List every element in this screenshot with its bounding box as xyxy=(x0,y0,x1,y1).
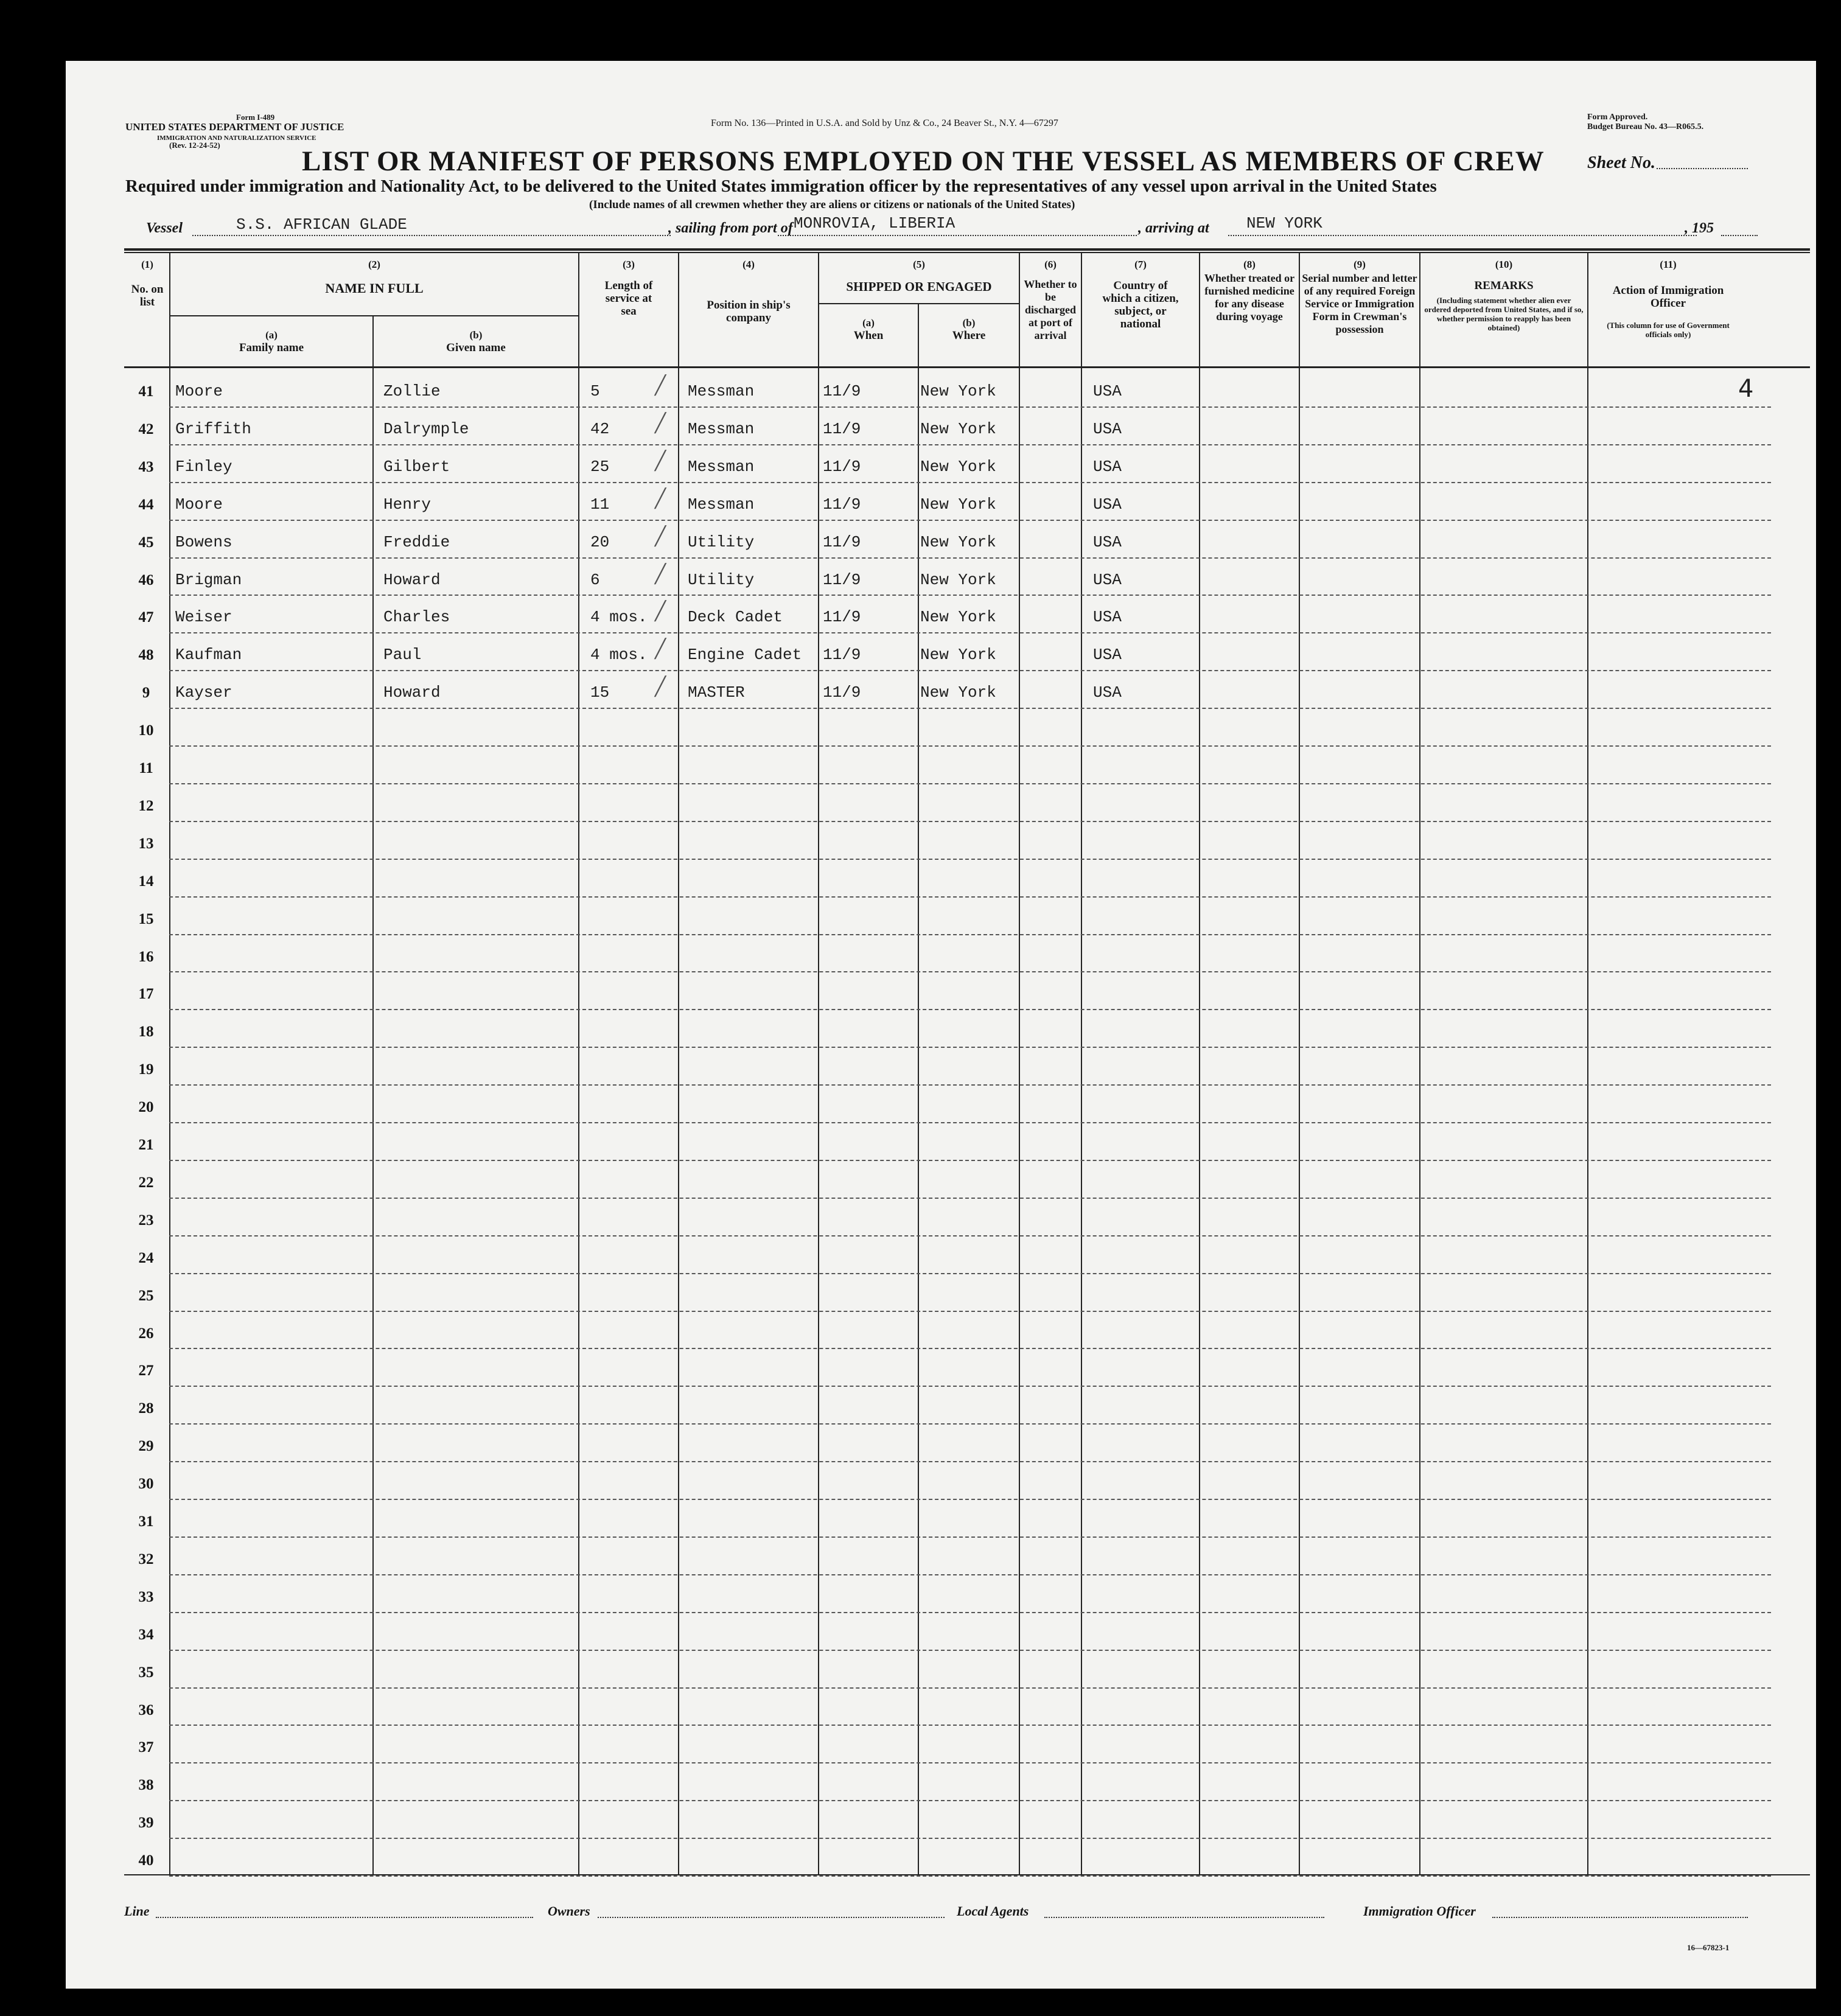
row-number: 48 xyxy=(138,647,154,664)
cell-where[interactable]: New York xyxy=(920,419,996,438)
col2a-label: Family name xyxy=(239,341,304,354)
cell-length[interactable]: 6 xyxy=(590,570,600,589)
manifest-sheet xyxy=(66,61,1816,1989)
row-rule xyxy=(169,971,1771,972)
col8-number: (8) xyxy=(1243,259,1256,270)
col-rule-7 xyxy=(1199,253,1200,1874)
row-rule xyxy=(169,1009,1771,1010)
col2b-header xyxy=(374,329,578,354)
cell-family[interactable]: Weiser xyxy=(175,608,232,627)
cell-country[interactable]: USA xyxy=(1093,382,1122,400)
row-number: 25 xyxy=(138,1287,154,1304)
cell-when[interactable]: 11/9 xyxy=(823,495,861,514)
col10-label: REMARKS xyxy=(1474,279,1534,292)
col6-label: Whether to be discharged at port of arrival xyxy=(1024,278,1077,341)
cell-family[interactable]: Kaufman xyxy=(175,646,242,664)
owners-field[interactable] xyxy=(598,1917,945,1918)
row-rule xyxy=(169,745,1771,747)
cell-given[interactable]: Freddie xyxy=(383,532,450,551)
col5-label: SHIPPED OR ENGAGED xyxy=(846,279,992,294)
row-rule xyxy=(169,1800,1771,1801)
row-number: 19 xyxy=(138,1061,154,1078)
row-number: 26 xyxy=(138,1325,154,1342)
service-name: IMMIGRATION AND NATURALIZATION SERVICE xyxy=(157,134,316,142)
row-rule xyxy=(169,520,1771,521)
cell-given[interactable]: Henry xyxy=(383,495,431,514)
header-bottom-rule xyxy=(124,366,1810,368)
cell-given[interactable]: Paul xyxy=(383,646,422,664)
row-number: 11 xyxy=(139,760,153,776)
row-number: 45 xyxy=(138,534,154,551)
row-number: 29 xyxy=(138,1438,154,1455)
table-top-rule xyxy=(124,248,1810,251)
arriving-underline xyxy=(1228,235,1697,236)
row-rule xyxy=(169,1838,1771,1839)
cell-given[interactable]: Charles xyxy=(383,608,450,627)
col5-header xyxy=(819,258,1019,293)
col11-number: (11) xyxy=(1660,259,1677,270)
col4-number: (4) xyxy=(742,259,755,270)
row-number: 9 xyxy=(142,685,150,702)
col-rule-8 xyxy=(1299,253,1300,1874)
form-number: Form I-489 xyxy=(236,113,275,122)
cell-position[interactable]: Messman xyxy=(688,495,755,514)
footer-line-label: Line xyxy=(124,1903,150,1919)
row-number: 44 xyxy=(138,496,154,513)
cell-country[interactable]: USA xyxy=(1093,419,1122,438)
col8-label: Whether treated or furnished medicine for any disease during voyage xyxy=(1204,272,1295,323)
col10-header xyxy=(1420,258,1587,332)
cell-position[interactable]: Utility xyxy=(688,570,755,589)
row-number: 42 xyxy=(138,420,154,438)
cell-country[interactable]: USA xyxy=(1093,495,1122,514)
check-mark-icon: ╱ xyxy=(655,375,666,396)
col1-number: (1) xyxy=(141,259,153,270)
sailing-underline xyxy=(778,235,1137,236)
cell-where[interactable]: New York xyxy=(920,646,996,664)
table-top-rule-2 xyxy=(124,252,1810,253)
handwritten-mark: 4 xyxy=(1738,375,1754,403)
cell-given[interactable]: Dalrymple xyxy=(383,419,469,438)
cell-length[interactable]: 4 mos. xyxy=(590,608,648,627)
subtitle: Required under immigration and Nationality Act, to be delivered to the United States immigration officer by the representatives of any vessel upon arrival in the United States xyxy=(125,176,1437,196)
agents-field[interactable] xyxy=(1044,1917,1324,1918)
footer-agents-label: Local Agents xyxy=(957,1903,1029,1919)
sheet-number-field[interactable] xyxy=(1657,168,1748,169)
form-revision: (Rev. 12-24-52) xyxy=(169,141,220,150)
col-rule-5 xyxy=(1019,253,1020,1874)
officer-field[interactable] xyxy=(1492,1917,1748,1918)
col-rule-10 xyxy=(1587,253,1588,1874)
cell-length[interactable]: 4 mos. xyxy=(590,646,648,664)
check-mark-icon: ╱ xyxy=(655,487,666,509)
year-underline xyxy=(1721,235,1758,236)
shipped-subheader-rule xyxy=(818,303,1019,304)
row-rule xyxy=(169,708,1771,709)
col2b-label: Given name xyxy=(446,341,506,354)
row-number: 12 xyxy=(138,797,154,814)
row-rule xyxy=(169,1084,1771,1086)
col4-header xyxy=(679,258,818,324)
footer-owners-label: Owners xyxy=(548,1903,590,1919)
row-number: 37 xyxy=(138,1739,154,1756)
sailing-port[interactable]: MONROVIA, LIBERIA xyxy=(794,214,955,232)
vessel-underline xyxy=(192,235,671,236)
check-mark-icon: ╱ xyxy=(655,601,666,623)
arriving-label: , arriving at xyxy=(1138,220,1209,236)
page-title: LIST OR MANIFEST OF PERSONS EMPLOYED ON THE VESSEL AS MEMBERS OF CREW xyxy=(302,145,1545,177)
cell-given[interactable]: Zollie xyxy=(383,382,441,400)
vessel-label: Vessel xyxy=(146,220,183,236)
cell-length[interactable]: 42 xyxy=(590,419,610,438)
row-rule xyxy=(169,406,1771,408)
row-rule xyxy=(169,595,1771,596)
check-mark-icon: ╱ xyxy=(655,563,666,585)
cell-country[interactable]: USA xyxy=(1093,646,1122,664)
name-subheader-rule xyxy=(169,315,578,316)
row-rule xyxy=(169,444,1771,445)
cell-country[interactable]: USA xyxy=(1093,457,1122,476)
cell-when[interactable]: 11/9 xyxy=(823,419,861,438)
cell-family[interactable]: Griffith xyxy=(175,419,251,438)
cell-given[interactable]: Gilbert xyxy=(383,457,450,476)
row-rule xyxy=(169,934,1771,935)
row-rule xyxy=(169,1574,1771,1575)
row-rule xyxy=(169,783,1771,784)
cell-given[interactable]: Howard xyxy=(383,683,441,702)
row-rule xyxy=(169,1536,1771,1538)
row-number: 17 xyxy=(138,986,154,1003)
cell-when[interactable]: 11/9 xyxy=(823,532,861,551)
row-rule xyxy=(169,1499,1771,1500)
col-rule-5a xyxy=(918,304,919,1874)
cell-where[interactable]: New York xyxy=(920,382,996,400)
col9-label: Serial number and letter of any required Foreign Service or Immigration Form in Crewman's possession xyxy=(1302,272,1417,335)
row-rule xyxy=(169,1461,1771,1462)
row-number: 36 xyxy=(138,1701,154,1718)
row-rule xyxy=(169,1612,1771,1613)
row-number: 18 xyxy=(138,1024,154,1041)
col6-header xyxy=(1020,258,1081,342)
row-rule xyxy=(169,1725,1771,1726)
col11-note: (This column for use of Government officials only) xyxy=(1607,321,1730,339)
check-mark-icon: ╱ xyxy=(655,676,666,698)
cell-when[interactable]: 11/9 xyxy=(823,608,861,627)
row-number: 23 xyxy=(138,1212,154,1229)
cell-family[interactable]: Moore xyxy=(175,495,223,514)
cell-length[interactable]: 11 xyxy=(590,495,610,514)
row-number: 24 xyxy=(138,1249,154,1266)
col7-number: (7) xyxy=(1134,259,1147,270)
cell-when[interactable]: 11/9 xyxy=(823,570,861,589)
row-number: 38 xyxy=(138,1777,154,1794)
cell-length[interactable]: 15 xyxy=(590,683,610,702)
col2a-sub: (a) xyxy=(265,329,278,341)
col2a-header xyxy=(170,329,372,354)
col5a-sub: (a) xyxy=(862,317,875,329)
row-number: 35 xyxy=(138,1664,154,1681)
row-number: 41 xyxy=(138,383,154,400)
row-number: 34 xyxy=(138,1626,154,1643)
col5a-header xyxy=(819,316,918,342)
sheet-label: Sheet No. xyxy=(1587,153,1655,172)
row-number: 16 xyxy=(138,948,154,965)
row-number: 10 xyxy=(138,722,154,739)
col-rule-2a xyxy=(372,316,374,1874)
cell-when[interactable]: 11/9 xyxy=(823,457,861,476)
footer-code: 16—67823-1 xyxy=(1687,1943,1730,1952)
row-rule xyxy=(169,1348,1771,1349)
row-rule xyxy=(169,1311,1771,1312)
row-rule xyxy=(169,557,1771,559)
row-rule xyxy=(169,1875,1771,1877)
cell-where[interactable]: New York xyxy=(920,570,996,589)
cell-family[interactable]: Brigman xyxy=(175,570,242,589)
check-mark-icon: ╱ xyxy=(655,638,666,660)
cell-when[interactable]: 11/9 xyxy=(823,382,861,400)
budget-bureau: Budget Bureau No. 43—R065.5. xyxy=(1587,122,1704,131)
row-number: 13 xyxy=(138,835,154,852)
row-number: 46 xyxy=(138,571,154,588)
col5b-sub: (b) xyxy=(962,317,976,329)
row-rule xyxy=(169,859,1771,860)
col11-header xyxy=(1588,258,1748,339)
col-rule-4 xyxy=(818,253,819,1874)
printer-line: Form No. 136—Printed in U.S.A. and Sold by Unz & Co., 24 Beaver St., N.Y. 4—67297 xyxy=(711,118,1058,128)
cell-country[interactable]: USA xyxy=(1093,570,1122,589)
col5b-header xyxy=(919,316,1019,342)
col9-number: (9) xyxy=(1354,259,1366,270)
col10-note: (Including statement whether alien ever ordered deported from United States, and if so, whether permission to reapply has been obtained) xyxy=(1424,296,1584,332)
col2-header xyxy=(170,258,578,295)
cell-where[interactable]: New York xyxy=(920,683,996,702)
cell-position[interactable]: Messman xyxy=(688,457,755,476)
col-rule-9 xyxy=(1419,253,1420,1874)
col3-header xyxy=(579,258,678,318)
arriving-port[interactable]: NEW YORK xyxy=(1246,214,1322,232)
check-mark-icon: ╱ xyxy=(655,412,666,434)
col-rule-3 xyxy=(678,253,679,1874)
row-rule xyxy=(169,1235,1771,1236)
row-number: 32 xyxy=(138,1550,154,1568)
col-rule-6 xyxy=(1081,253,1082,1874)
cell-given[interactable]: Howard xyxy=(383,570,441,589)
form-approved: Form Approved. xyxy=(1587,113,1648,122)
col3-label: Length of service at sea xyxy=(604,279,653,318)
row-number: 33 xyxy=(138,1588,154,1605)
col5a-label: When xyxy=(853,329,884,342)
col-rule-2 xyxy=(578,253,579,1874)
check-mark-icon: ╱ xyxy=(655,525,666,547)
cell-where[interactable]: New York xyxy=(920,608,996,627)
col9-header xyxy=(1300,258,1419,336)
row-number: 20 xyxy=(138,1099,154,1116)
row-rule xyxy=(169,1122,1771,1123)
cell-when[interactable]: 11/9 xyxy=(823,646,861,664)
cell-where[interactable]: New York xyxy=(920,495,996,514)
row-rule xyxy=(169,1762,1771,1763)
cell-family[interactable]: Bowens xyxy=(175,532,232,551)
cell-country[interactable]: USA xyxy=(1093,608,1122,627)
row-number: 28 xyxy=(138,1400,154,1417)
cell-length[interactable]: 25 xyxy=(590,457,610,476)
row-rule xyxy=(169,1160,1771,1161)
row-rule xyxy=(169,670,1771,671)
col2b-sub: (b) xyxy=(469,329,483,341)
col2-number: (2) xyxy=(368,259,380,270)
col6-number: (6) xyxy=(1044,259,1057,270)
row-number: 30 xyxy=(138,1476,154,1493)
row-rule xyxy=(169,1273,1771,1274)
cell-position[interactable]: MASTER xyxy=(688,683,745,702)
col5-number: (5) xyxy=(913,259,925,270)
cell-where[interactable]: New York xyxy=(920,532,996,551)
row-rule xyxy=(169,1047,1771,1048)
row-number: 47 xyxy=(138,609,154,626)
cell-when[interactable]: 11/9 xyxy=(823,683,861,702)
check-mark-icon: ╱ xyxy=(655,450,666,472)
row-rule xyxy=(169,1423,1771,1425)
row-rule xyxy=(169,482,1771,483)
cell-family[interactable]: Kayser xyxy=(175,683,232,702)
row-number: 27 xyxy=(138,1362,154,1379)
cell-country[interactable]: USA xyxy=(1093,532,1122,551)
col11-label: Action of Immigration Officer xyxy=(1612,284,1724,310)
col1-label: No. on list xyxy=(131,283,164,309)
col7-header xyxy=(1082,258,1199,330)
cell-family[interactable]: Moore xyxy=(175,382,223,400)
row-number: 40 xyxy=(138,1852,154,1869)
instruction-note: (Include names of all crewmen whether they are aliens or citizens or nationals of the United States) xyxy=(589,198,1075,211)
cell-country[interactable]: USA xyxy=(1093,683,1122,702)
line-field[interactable] xyxy=(156,1917,533,1918)
col-rule-1 xyxy=(169,253,170,1874)
year-label: , 195 xyxy=(1685,220,1714,236)
sailing-label: , sailing from port of xyxy=(668,220,793,236)
col2-label: NAME IN FULL xyxy=(325,281,424,296)
row-number: 22 xyxy=(138,1174,154,1191)
col1-header xyxy=(125,258,169,309)
cell-where[interactable]: New York xyxy=(920,457,996,476)
row-rule xyxy=(169,1687,1771,1689)
department-name: UNITED STATES DEPARTMENT OF JUSTICE xyxy=(125,121,344,133)
col4-label: Position in ship's company xyxy=(707,299,791,324)
row-rule xyxy=(169,1650,1771,1651)
row-rule xyxy=(169,632,1771,633)
col10-number: (10) xyxy=(1495,259,1513,270)
col7-label: Country of which a citizen, subject, or national xyxy=(1102,279,1179,330)
cell-position[interactable]: Utility xyxy=(688,532,755,551)
row-number: 21 xyxy=(138,1137,154,1153)
row-number: 15 xyxy=(138,910,154,927)
vessel-name[interactable]: S.S. AFRICAN GLADE xyxy=(236,215,407,234)
row-number: 39 xyxy=(138,1815,154,1832)
row-number: 31 xyxy=(138,1513,154,1530)
row-rule xyxy=(169,821,1771,822)
col3-number: (3) xyxy=(623,259,635,270)
footer-officer-label: Immigration Officer xyxy=(1363,1903,1476,1919)
cell-position[interactable]: Deck Cadet xyxy=(688,608,783,627)
cell-length[interactable]: 20 xyxy=(590,532,610,551)
row-rule xyxy=(169,896,1771,898)
row-number: 14 xyxy=(138,873,154,890)
row-rule xyxy=(169,1386,1771,1387)
cell-position[interactable]: Engine Cadet xyxy=(688,646,802,664)
cell-position[interactable]: Messman xyxy=(688,382,755,400)
cell-family[interactable]: Finley xyxy=(175,457,232,476)
row-number: 43 xyxy=(138,458,154,475)
cell-position[interactable]: Messman xyxy=(688,419,755,438)
row-rule xyxy=(169,1198,1771,1199)
cell-length[interactable]: 5 xyxy=(590,382,600,400)
col5b-label: Where xyxy=(952,329,986,342)
col8-header xyxy=(1200,258,1299,323)
